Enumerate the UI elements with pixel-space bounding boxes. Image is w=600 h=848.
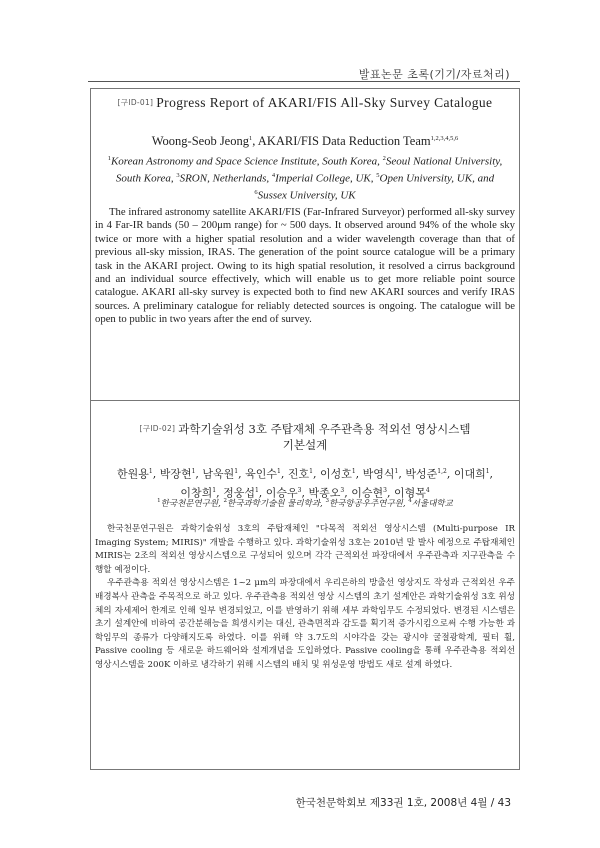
author-affil-mark: 1 [248, 134, 253, 142]
abstract-2-paragraph: 우주관측용 적외선 영상시스템은 1~2 μm의 파장대에서 우리은하의 방출선 영상지도 작성과 근적외선 우주배경복사 관측을 주목적으로 하고 있다. 우주관측용 적외선 영상 시스템의 초기 설계안은 과학기술위성 3호 위성체의 자세제어 한계로 인해 일부 변경되었고, 이를 반영하기 위해 세부 과학임무도 수정되었다. 변경된 시스템은 초기 설계안에 비하여 공간분해능을 희생시키는 대신, 관측면적과 감도를 획기적 증가시킴으로써 수행 가능한 과학임무의 종류가 다양해지도록 하였다. 이를 위해 약 3.7도의 시야각을 갖는 광시야 굴절광학계, 필터 휠, Passive cooling 등 새로운 하드웨어와 설계개념을 도입하였다. Passive cooling을 통해 우주관측용 적외선 영상시스템을 200K 이하로 냉각하기 위해 시스템의 배치 및 위성운영 방법도 새로 설계 하였다. [95, 578, 515, 670]
affil-mark: 4 [408, 498, 412, 505]
affil-text: 한국천문연구원, [160, 499, 224, 509]
author-name: 정웅섭 [223, 486, 255, 500]
author-affil-mark: 1 [351, 468, 356, 475]
author-affil-mark: 4 [425, 486, 430, 494]
affil-mark: 2 [382, 155, 386, 162]
abstract-1-affiliations [99, 152, 511, 203]
author-name: 육인수 [245, 467, 278, 481]
affil-text: SRON, Netherlands, [179, 172, 272, 185]
author-name: 이승우 [265, 486, 298, 500]
author-affil-mark: 1 [212, 486, 217, 494]
author-affil-mark: 1 [254, 486, 259, 494]
affil-mark: 5 [376, 172, 380, 180]
abstract-2-authors-line2: 이창희$^1$, 정웅섭$^1$, 이승우$^3$, 박종오$^3$, 이승현$^3$, 이형목$^4$ [180, 486, 430, 500]
affil-mark: 1 [107, 155, 111, 162]
affil-mark: 3 [325, 498, 329, 505]
abstract-2-body [95, 523, 515, 673]
author-name: 박종오 [308, 486, 341, 500]
author-name: 이대희 [453, 467, 486, 481]
author-affil-mark: 1 [148, 468, 153, 475]
author-name: 한원용 [116, 467, 149, 481]
abstract-2-title-line1: 과학기술위성 3호 주탑재체 우주관측용 적외선 영상시스템 [178, 422, 471, 436]
abstract-1-body: The infrared astronomy satellite AKARI/FIS (Far-Infrared Surveyor) performed all-sky survey in 4 Far-IR bands (50 – 200μm range) for ~ 500 days. It observed around 94% of the whole sky twice or more with a higher spatial resolution and a wider wavelength coverage than that of previous all-sky mission, IRAS. The generation of the point source catalogue will be a primary task in the AKARI project. Owing to its high spatial resolution, it resolved a cirrus background and an individual source effectively, which will enable us to get more reliable point source catalogue. AKARI all-sky survey is expected both to find new AKARI sources and verify IRAS sources. A preliminary catalogue for reliably detected sources is ongoing. The catalogue will be open to public in two years after the end of survey. [95, 206, 515, 326]
abstract-1-title: Progress Report of AKARI/FIS All-Sky Survey Catalogue [156, 95, 493, 110]
author-separator: , [252, 134, 258, 148]
affil-text: Korean Astronomy and Space Science Institute, South Korea, [110, 155, 383, 168]
header-divider [88, 81, 520, 82]
author-name: 이승현 [351, 486, 384, 500]
author-affil-mark: 1 [191, 468, 196, 475]
author-affil-mark: 1 [277, 468, 281, 475]
author-name: 이형목 [393, 486, 426, 500]
page-footer: 한국천문학회보 제33권 1호, 2008년 4월 / 43 [295, 797, 511, 809]
author-name: 박영식 [362, 467, 395, 481]
author-name: AKARI/FIS Data Reduction Team [257, 134, 431, 148]
abstract-box-1 [90, 88, 520, 401]
author-affil-mark: 1 [234, 468, 239, 475]
abstract-2-paragraph: 한국천문연구원은 과학기술위성 3호의 주탑재체인 "다목적 적외선 영상시스템 (Multi-purpose IR Imaging System; MIRIS)" 개발을 수행하고 있다. 과학기술위성 3호는 2010년 말 발사 예정으로 주탑재체인 MIRIS는 2조의 적외선 영상시스템으로 구성되어 있으며 각각 근적외선 파장대에서 우주관측과 지구관측을 수행할 예정이다. [95, 524, 515, 575]
author-name: 남욱원 [202, 467, 235, 481]
abstract-2-title-block [91, 421, 519, 453]
affil-mark: 4 [271, 172, 276, 180]
author-affil-mark: 1 [309, 468, 313, 475]
affil-text: 서울대학교 [411, 499, 453, 509]
affil-mark: 3 [176, 172, 180, 180]
affil-text: Open University, UK, and [379, 172, 495, 185]
author-affil-mark: 1,2,3,4,5,6 [430, 134, 459, 142]
author-affil-mark: 1 [485, 468, 490, 475]
author-affil-mark: 3 [340, 486, 345, 494]
affil-text: 한국항공우주연구원, [328, 499, 409, 509]
author-name: Woong-Seob Jeong [151, 134, 249, 148]
affil-text: Seoul National University, South Korea, [115, 155, 503, 185]
abstract-1-authors [91, 134, 519, 149]
author-name: 박성준 [405, 467, 438, 481]
author-name: 이성호 [319, 467, 352, 481]
abstract-2-authors-line1: 한원용$^1$, 박장현$^1$, 남욱원$^1$, 육인수$^1$, 진호$^1$, 이성호$^1$, 박영식$^1$, 박성준$^{1,2}$, 이대희$^1$, [116, 467, 494, 481]
affil-text: Imperial College, UK, [275, 172, 377, 185]
affil-mark: 2 [223, 498, 228, 505]
affil-text: Sussex University, UK [257, 189, 356, 202]
section-header-label: 발표논문 초록(기기/자료처리) [358, 68, 510, 81]
author-name: 박장현 [159, 467, 192, 481]
affil-mark: 6 [254, 189, 258, 197]
affil-text: 한국과학기술원 물리학과, [227, 499, 326, 509]
author-affil-mark: 1 [394, 468, 399, 475]
author-name: 진호 [287, 467, 310, 481]
abstract-2-title-line2: 기본설계 [282, 437, 328, 452]
author-name: 이창희 [180, 486, 213, 500]
author-affil-mark: 1,2 [437, 468, 447, 475]
author-affil-mark: 3 [297, 486, 302, 494]
author-affil-mark: 3 [383, 486, 387, 494]
abstract-2-affiliations [91, 497, 519, 509]
abstract-2-authors [91, 464, 519, 501]
abstract-box-2 [90, 399, 520, 770]
abstract-1-code: [구ID-01] [117, 98, 154, 107]
affil-mark: 1 [157, 498, 161, 505]
abstract-2-code: [구ID-02] [139, 424, 176, 433]
abstract-1-title-line [91, 95, 519, 111]
